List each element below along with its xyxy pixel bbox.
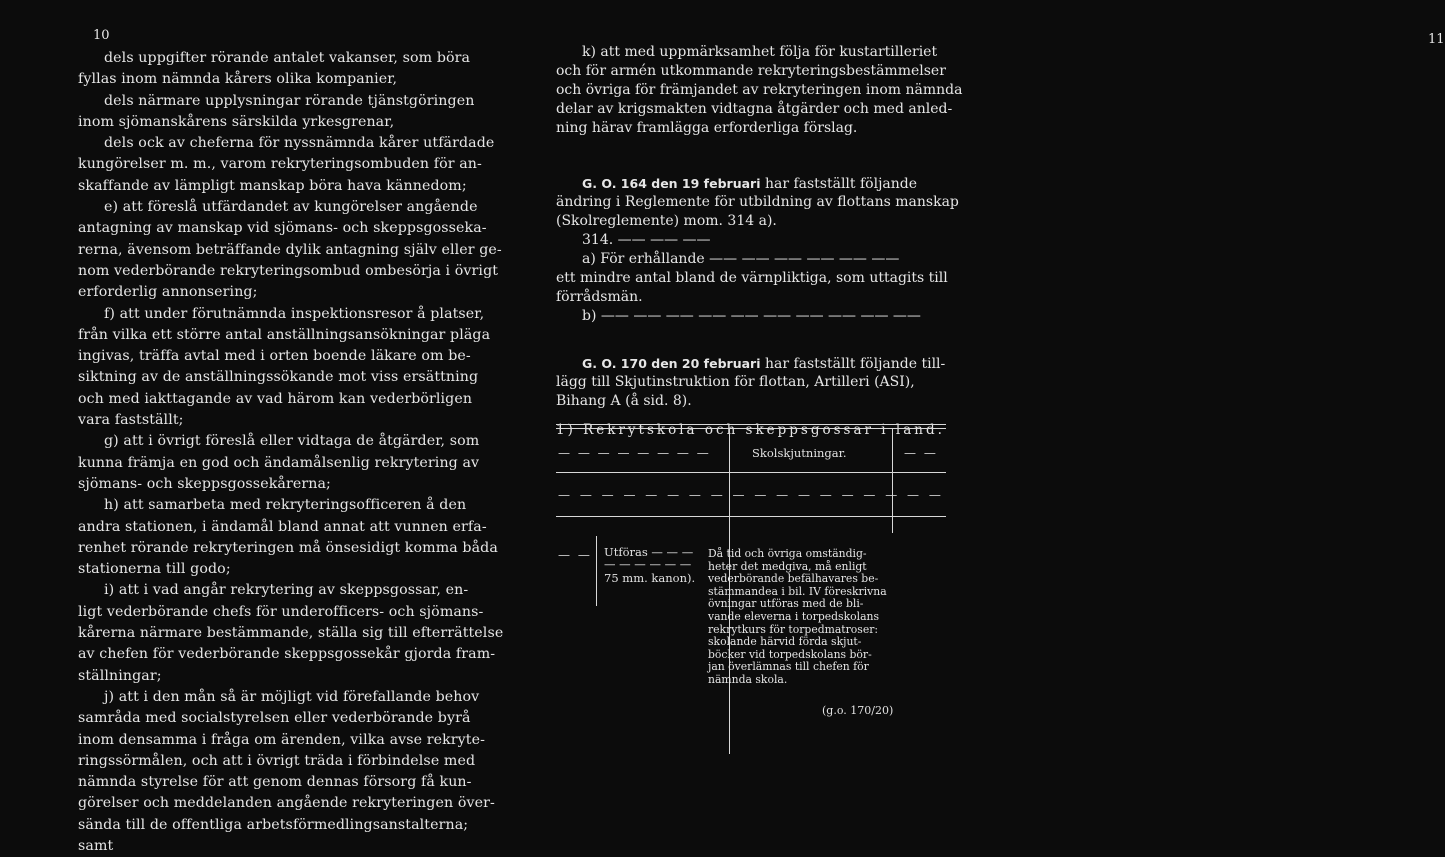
note-reference: (g.o. 170/20) — [822, 704, 894, 717]
text-line: kunna främja en god och ändamålsenlig rekrytering av — [78, 454, 480, 471]
text-line: ändring i Reglemente för utbildning av flottans manskap — [556, 194, 959, 210]
text-line: ringssörmålen, och att i övrigt träda i förbindelse med — [78, 752, 476, 769]
text-line: dels ock av cheferna för nyssnämnda kårer utfärdade — [104, 135, 495, 152]
text-line: siktning av de anställningssökande mot viss ersättning — [78, 369, 479, 386]
text-line: lägg till Skjutinstruktion för flottan, Artilleri (ASI), — [556, 374, 915, 390]
left-page-number: 10 — [93, 28, 110, 43]
note-line: skolande härvid förda skjut- — [708, 635, 862, 649]
go-text: har fastställt följande till- — [760, 356, 946, 372]
text-line: fyllas inom nämnda kårers olika kompanier, — [78, 71, 398, 88]
table-cell: Utföras — — — — [604, 545, 694, 559]
note-line: vande eleverna i torpedskolans — [708, 609, 879, 623]
text-line: görelser och meddelanden angående rekryteringen över- — [78, 795, 495, 812]
note-line: vederbörande befälhavares be- — [708, 572, 879, 586]
spacer — [556, 326, 951, 354]
text-line: j) att i den mån så är möjligt vid förefallande behov — [104, 688, 480, 705]
text-line: 314. —— —— —— — [582, 232, 711, 248]
text-line: antagning av manskap vid sjömans- och skeppsgosseka- — [78, 220, 487, 237]
go-text: har fastställt följande — [760, 176, 918, 192]
text-line: från vilka ett större antal anställningsansökningar pläga — [78, 326, 491, 343]
text-line: inom densamma i fråga om ärenden, vilka avse rekryte- — [78, 731, 485, 748]
note-line: övningar utföras med de bli- — [708, 597, 864, 611]
note-line: nämnda skola. — [708, 672, 788, 686]
text-line: nom vederbörande rekryteringsombud ombesörja i övrigt — [78, 262, 499, 279]
text-line: ligt vederbörande chefs för underofficers- och sjömans- — [78, 603, 484, 620]
table-note — [708, 548, 944, 687]
text-line: a) För erhållande —— —— —— —— —— —— — [582, 251, 900, 267]
schedule-table — [556, 424, 946, 754]
text-line: e) att föreslå utfärdandet av kungörelser angående — [104, 199, 478, 216]
text-line — [556, 174, 951, 193]
left-page — [0, 0, 510, 854]
text-line: i) att i vad angår rekrytering av skeppsgossar, en- — [104, 582, 469, 599]
dash-fill: — — — [558, 548, 592, 562]
text-line: h) att samarbeta med rekryteringsofficeren å den — [104, 497, 467, 514]
text-line: f) att under förutnämnda inspektionsresor å platser, — [104, 305, 485, 322]
text-line: nämnda styrelse för att genom dennas försorg få kun- — [78, 774, 472, 791]
text-line: b) —— —— —— —— —— —— —— —— —— —— — [582, 308, 921, 324]
table-rule — [556, 428, 946, 429]
text-line: erforderlig annonsering; — [78, 284, 258, 301]
text-line: dels närmare upplysningar rörande tjänstgöringen — [104, 92, 475, 109]
note-line: Då tid och övriga omständig- — [708, 547, 867, 560]
note-line: böcker vid torpedskolans bör- — [708, 647, 872, 661]
text-line: av chefen för vederbörande skeppsgossekår gjorda fram- — [78, 646, 496, 663]
text-line: k) att med uppmärksamhet följa för kustartilleriet — [582, 44, 938, 60]
text-line: och övriga för främjandet av rekryteringen inom nämnda — [556, 82, 963, 98]
text-line: stationerna till godo; — [78, 561, 231, 578]
text-line: kårerna närmare bestämmande, ställa sig till efterrättelse — [78, 625, 504, 642]
text-line: rerna, ävensom beträffande dylik antagning själv eller ge- — [78, 241, 502, 258]
dash-fill: — — — [904, 446, 938, 460]
note-line: heter det medgiva, må enligt — [708, 559, 867, 573]
table-header-cell: Skolskjutningar. — [752, 446, 847, 460]
text-line: ett mindre antal bland de värnpliktiga, som uttagits till — [556, 270, 948, 286]
dash-fill: — — — — — — — — — — — — — — — — — — — [558, 488, 944, 502]
text-line: vara fastställt; — [78, 412, 184, 429]
table-cell: — — — — — — — [604, 557, 692, 571]
note-line: rekrytkurs för torpedmatroser: — [708, 622, 879, 636]
spacer — [556, 138, 951, 174]
table-divider — [892, 428, 893, 533]
text-line: delar av krigsmakten vidtagna åtgärder och med anled- — [556, 101, 953, 117]
text-line: sända till de offentliga arbetsförmedlingsanstalterna; — [78, 816, 469, 833]
text-line: inom sjömanskårens särskilda yrkesgrenar, — [78, 113, 395, 130]
note-line: jan överlämnas till chefen för — [708, 660, 869, 674]
note-line: stämmandea i bil. IV föreskrivna — [708, 584, 887, 598]
text-line: g) att i övrigt föreslå eller vidtaga de åtgärder, som — [104, 433, 480, 450]
text-line: samt — [78, 837, 114, 854]
left-page-body — [78, 48, 504, 857]
text-line: samråda med socialstyrelsen eller vederbörande byrå — [78, 710, 471, 727]
text-line: (Skolreglemente) mom. 314 a). — [556, 213, 777, 229]
table-cell: 75 mm. kanon). — [604, 571, 696, 585]
text-line: renhet rörande rekryteringen må önsesidigt komma båda — [78, 539, 498, 556]
section-heading: 1) Rekrytskola och skeppsgossar i land. — [556, 422, 945, 438]
go-reference: G. O. 164 den 19 februari — [582, 176, 761, 191]
text-line: sjömans- och skeppsgossekårerna; — [78, 475, 331, 492]
text-line: ingivas, träffa avtal med i orten boende läkare om be- — [78, 348, 471, 365]
spacer — [556, 411, 951, 421]
text-line: skaffande av lämpligt manskap böra hava kännedom; — [78, 177, 467, 194]
right-page-number: 11 — [1428, 32, 1445, 47]
go-reference: G. O. 170 den 20 februari — [582, 356, 761, 371]
text-line: kungörelser m. m., varom rekryteringsombuden för an- — [78, 156, 482, 173]
table-rule — [556, 472, 946, 473]
text-line: och med iakttagande av vad härom kan vederbörligen — [78, 390, 473, 407]
text-line: dels uppgifter rörande antalet vakanser, som böra — [104, 50, 471, 66]
table-rule — [556, 424, 946, 425]
table-rule — [556, 516, 946, 517]
dash-fill: — — — — — — — — — [558, 446, 711, 460]
text-line: andra stationen, i ändamål bland annat att vunnen erfa- — [78, 518, 487, 535]
text-line: och för armén utkommande rekryteringsbestämmelser — [556, 63, 946, 79]
text-line — [556, 354, 951, 373]
right-page-body — [556, 43, 963, 440]
table-divider — [596, 536, 597, 606]
text-line: Bihang A (å sid. 8). — [556, 393, 692, 409]
text-line: ställningar; — [78, 667, 162, 684]
text-line: förrådsmän. — [556, 289, 643, 305]
text-line: ning härav framlägga erforderliga förslag. — [556, 120, 858, 136]
